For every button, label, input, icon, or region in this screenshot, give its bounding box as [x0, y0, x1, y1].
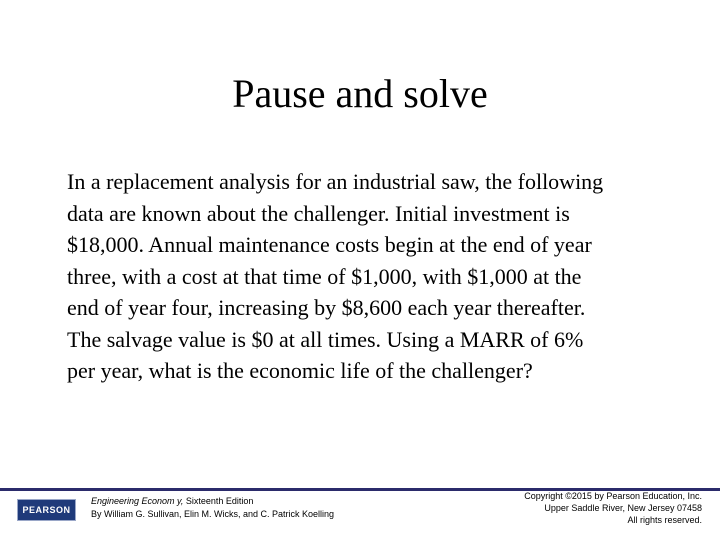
body-line: three, with a cost at that time of $1,000, with $1,000 at the	[67, 263, 582, 289]
body-line: In a replacement analysis for an industrial saw, the following	[67, 169, 604, 194]
footer-copyright	[524, 490, 702, 526]
address-line: Upper Saddle River, New Jersey 07458	[544, 503, 702, 513]
pearson-logo: PEARSON	[17, 499, 76, 521]
book-authors: By William G. Sullivan, Elin M. Wicks, and C. Patrick Koelling	[91, 509, 335, 519]
book-edition: Sixteenth Edition	[183, 496, 254, 506]
rights-line: All rights reserved.	[627, 515, 702, 525]
body-line: The salvage value is $0 at all times. Using a MARR of 6%	[67, 326, 584, 352]
body-line: $18,000. Annual maintenance costs begin at the end of year	[67, 232, 592, 257]
copyright-line: Copyright ©2015 by Pearson Education, Inc.	[524, 491, 702, 501]
body-line: per year, what is the economic life of the challenger?	[67, 358, 533, 383]
body-line: end of year four, increasing by $8,600 each year thereafter.	[67, 295, 586, 320]
footer-book-info	[91, 495, 334, 521]
slide-body	[67, 166, 667, 387]
book-title: Engineering Econom y,	[91, 496, 184, 506]
book-line	[91, 495, 334, 508]
body-line: data are known about the challenger. Initial investment is	[67, 200, 570, 226]
slide-title: Pause and solve	[232, 71, 488, 116]
